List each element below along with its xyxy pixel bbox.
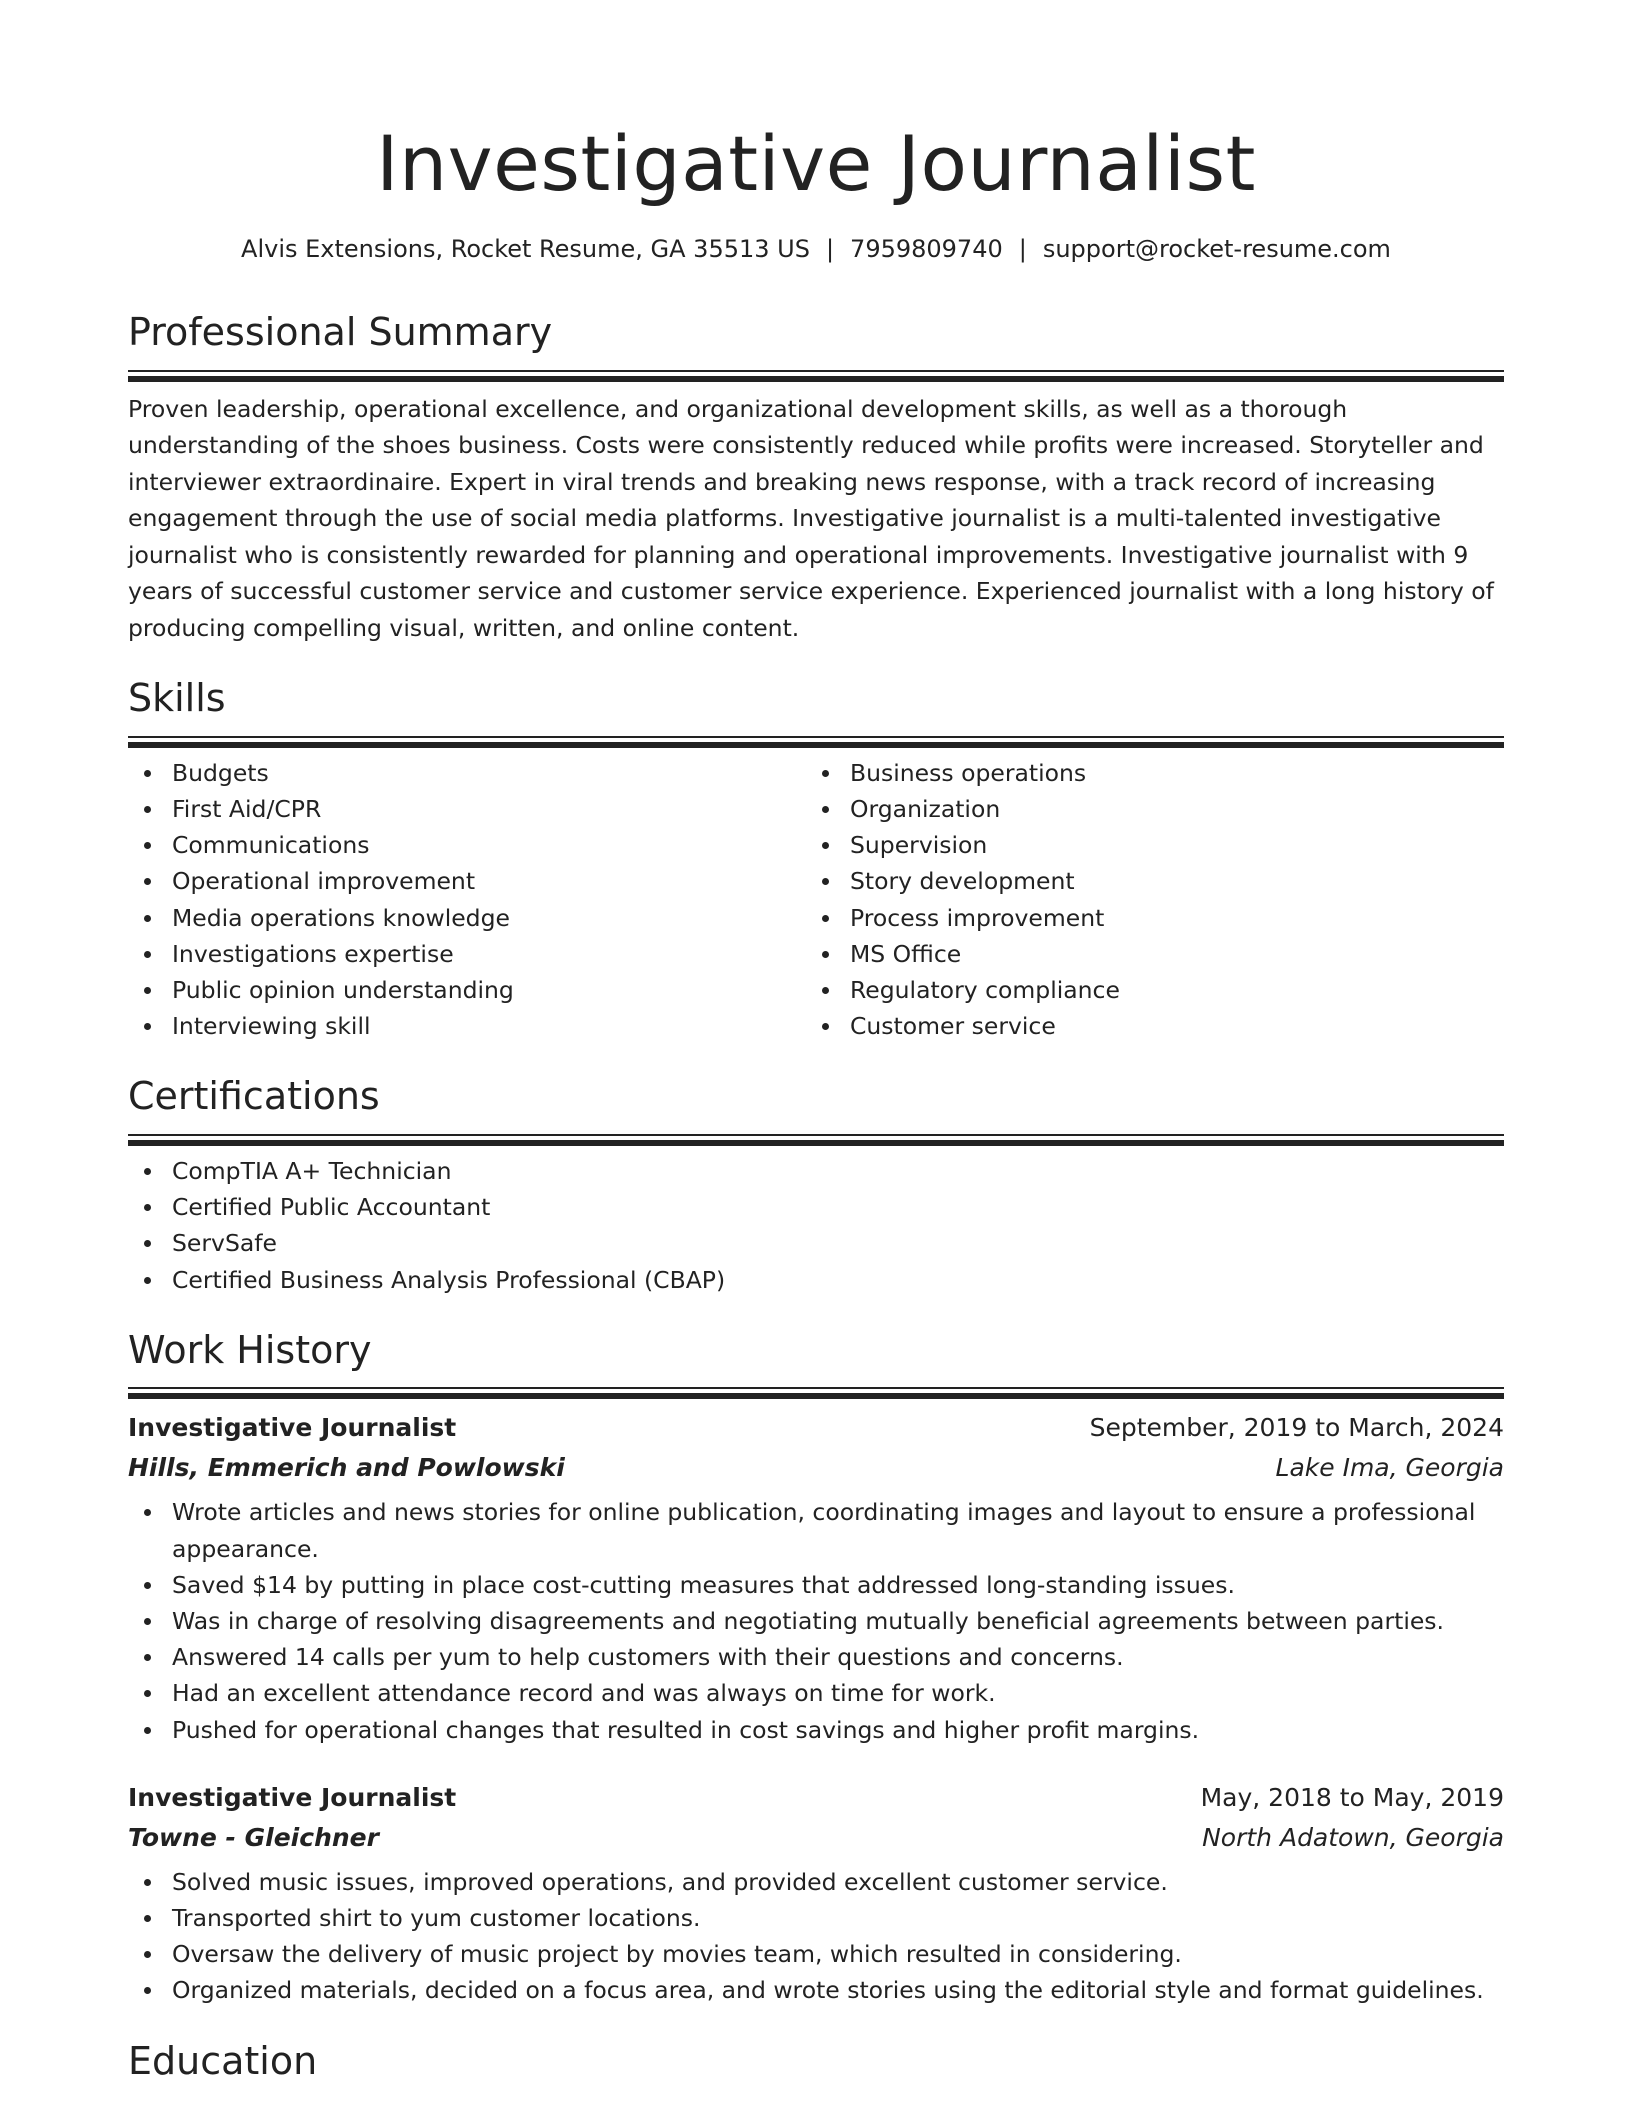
section-divider xyxy=(128,1387,1504,1394)
list-item: Public opinion understanding xyxy=(128,972,806,1008)
contact-separator: | xyxy=(825,235,835,264)
section-title-summary: Professional Summary xyxy=(128,310,553,354)
contact-phone: 7959809740 xyxy=(850,235,1003,264)
list-item: Oversaw the delivery of music project by movies team, which resulted in considering. xyxy=(128,1936,1504,1972)
job-company-row xyxy=(128,1818,1504,1858)
certifications-section xyxy=(128,1074,1504,1297)
list-item: Customer service xyxy=(806,1008,1484,1044)
list-item: Solved music issues, improved operations, and provided excellent customer service. xyxy=(128,1864,1504,1900)
jobs-list xyxy=(128,1408,1504,2008)
list-item: Transported shirt to yum customer locations. xyxy=(128,1900,1504,1936)
list-item: Organized materials, decided on a focus area, and wrote stories using the editorial style and format guidelines. xyxy=(128,1972,1504,2008)
skills-columns xyxy=(128,755,1504,1045)
job-title: Investigative Journalist xyxy=(128,1782,457,1812)
list-item: Answered 14 calls per yum to help customers with their questions and concerns. xyxy=(128,1639,1504,1675)
job-title: Investigative Journalist xyxy=(128,1413,457,1443)
list-item: Certified Business Analysis Professional (CBAP) xyxy=(128,1262,1504,1298)
skills-list-left xyxy=(128,755,806,1045)
list-item: Was in charge of resolving disagreements and negotiating mutually beneficial agreements between parties. xyxy=(128,1603,1504,1639)
list-item: Business operations xyxy=(806,755,1484,791)
job-bullets xyxy=(128,1864,1504,2009)
section-divider xyxy=(128,736,1504,743)
section-title-education: Education xyxy=(128,2038,318,2083)
list-item: Communications xyxy=(128,827,806,863)
summary-section xyxy=(128,310,1504,646)
list-item: ServSafe xyxy=(128,1225,1504,1261)
list-item: Investigations expertise xyxy=(128,936,806,972)
contact-address: Alvis Extensions, Rocket Resume, GA 35513 US xyxy=(241,235,810,264)
education-section xyxy=(128,2039,1504,2085)
list-item: Process improvement xyxy=(806,900,1484,936)
section-divider xyxy=(128,1134,1504,1141)
contact-line xyxy=(0,235,1632,263)
job-company-row xyxy=(128,1448,1504,1488)
job-location: North Adatown, Georgia xyxy=(1202,1822,1504,1852)
job-entry xyxy=(128,1408,1504,1747)
list-item: First Aid/CPR xyxy=(128,791,806,827)
list-item: CompTIA A+ Technician xyxy=(128,1153,1504,1189)
skills-section xyxy=(128,676,1504,1044)
list-item: Supervision xyxy=(806,827,1484,863)
job-location: Lake Ima, Georgia xyxy=(1275,1453,1504,1483)
section-title-skills: Skills xyxy=(128,676,226,721)
list-item: Media operations knowledge xyxy=(128,900,806,936)
job-title-row xyxy=(128,1408,1504,1448)
resume-header xyxy=(0,0,1632,263)
list-item: Regulatory compliance xyxy=(806,972,1484,1008)
section-title-certifications: Certifications xyxy=(128,1074,380,1119)
resume-content xyxy=(128,310,1504,2084)
summary-text: Proven leadership, operational excellence, and organizational development skills, as well as a thorough understanding of the shoes business. Costs were consistently reduced while profits were increased. Storyteller and interviewer extraordinaire. Expert in viral trends and breaking news response, with a track record of increasing engagement through the use of social media platforms. Investigative journalist is a multi-talented investigative journalist who is consistently rewarded for planning and operational improvements. Investigative journalist with 9 years of successful customer service and customer service experience. Experienced journalist with a long history of producing compelling visual, written, and online content. xyxy=(128,394,1494,642)
list-item: MS Office xyxy=(806,936,1484,972)
list-item: Certified Public Accountant xyxy=(128,1189,1504,1225)
list-item: Interviewing skill xyxy=(128,1008,806,1044)
job-company: Towne - Gleichner xyxy=(128,1822,379,1852)
job-entry xyxy=(128,1778,1504,2009)
candidate-name: Investigative Journalist xyxy=(376,119,1256,208)
job-bullets xyxy=(128,1494,1504,1747)
list-item: Saved $14 by putting in place cost-cutting measures that addressed long-standing issues. xyxy=(128,1567,1504,1603)
list-item: Organization xyxy=(806,791,1484,827)
job-dates: May, 2018 to May, 2019 xyxy=(1200,1782,1504,1812)
job-title-row xyxy=(128,1778,1504,1818)
work-history-section xyxy=(128,1328,1504,2009)
contact-email: support@rocket-resume.com xyxy=(1042,235,1391,264)
section-divider xyxy=(128,370,1504,377)
list-item: Pushed for operational changes that resulted in cost savings and higher profit margins. xyxy=(128,1712,1504,1748)
list-item: Story development xyxy=(806,863,1484,899)
skills-list-right xyxy=(806,755,1484,1045)
section-title-work-history: Work History xyxy=(128,1327,372,1372)
job-company: Hills, Emmerich and Powlowski xyxy=(128,1453,565,1483)
certifications-list xyxy=(128,1153,1504,1298)
contact-separator: | xyxy=(1018,235,1027,264)
list-item: Operational improvement xyxy=(128,863,806,899)
list-item: Budgets xyxy=(128,755,806,791)
job-dates: September, 2019 to March, 2024 xyxy=(1089,1413,1504,1443)
list-item: Had an excellent attendance record and was always on time for work. xyxy=(128,1675,1504,1711)
list-item: Wrote articles and news stories for online publication, coordinating images and layout to ensure a professional appearance. xyxy=(128,1494,1504,1566)
